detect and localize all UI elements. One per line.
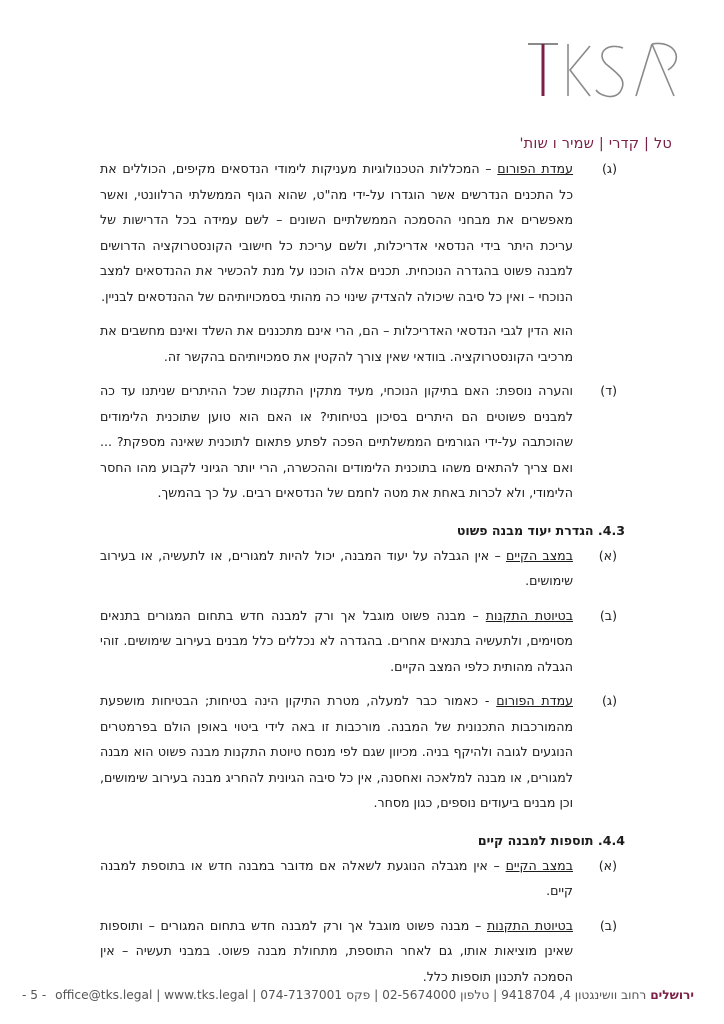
firm-name: טל | קדרי | שמיר ו שות' [519,136,672,152]
item-text: – אין הגבלה על יעוד המבנה, יכול להיות למגורים, או לתעשיה, או בעירוב שימושים. [100,547,573,588]
item-text: - כאמור כבר למעלה, מטרת התיקון הינה בטיחות; הבטיחות מושפעת מהמורכבות התכנונית של המבנה. מורכבות זו באה לידי ביטוי באופן הולם בפרמטרים הנוגעים לגובה ולהיקף בניה. מכיוון שגם לפי מנסח טיוטת התקנות מבנה פשוט הוא מבנה למגורים, או מבנה למלאכה ואחסנה, אין כל סיבה הגיונית להחריג מבנה בעירוב שימושים, וכן מבנים ביעודים נוספים, כגון מסחר. [100,693,573,810]
item-label: (ב) [599,607,617,623]
item-term: במצב הקיים [506,547,573,563]
contact-info [55,988,694,1002]
item-label: (ב) [599,917,617,933]
page-number: - 5 - [22,988,47,1002]
list-item [100,688,625,816]
paragraph: הוא הדין לגבי הנדסאי האדריכלות – הם, הרי אינם מתכננים את השלד ואינם מחשבים את מרכיבי הקונסטרוקציה. בוודאי שאין צורך להקטין את סמכויותיהם בהקשר זה. [100,323,573,364]
item-text: – מבנה פשוט מוגבל אך ורק למבנה חדש בתחום המגורים בתנאים מסוימים, ולתעשיה בתנאים אחרים. בהגדרה לא נכללים כלל מבנים בעירוב שימושים. זוהי הגבלה מהותית כלפי המצב הקיים. [100,607,573,674]
item-text: – מבנה פשוט מוגבל אך ורק למבנה חדש בתחום המגורים – ותוספות שאינן מוציאות אותו, גם לאחר התוספת, מתחולת מבנה פשוט. במבני תעשיה – אין הסמכה לתכנון תוספות כלל. [100,917,573,984]
item-text: והערה נוספת: האם בתיקון הנוכחי, מעיד מתקין התקנות שכל ההיתרים שניתנו עד כה למבנים פשוטים הם היתרים בסיכון בטיחותי? או האם הוא טוען שתוכנית הלימודים שהוכתבה על-ידי הגורמים הממשלתיים הפכה לפתע פתאום לתוכנית שאינה מספקת? ... ואם צריך להתאים משהו בתוכנית הלימודים וההכשרה, הרי יותר הגיוני לקבוע מהו החסר הלימודי, ולא לכרות באחת את מטה לחמם של הנדסאים רבים. על כך בהמשך. [100,383,573,500]
item-term: עמדת הפורום [496,693,574,708]
list-item [100,853,625,904]
firm-logo [519,40,698,152]
item-text: – אין מגבלה הנוגעת לשאלה אם מדובר במבנה חדש או בתוספת למבנה קיים. [100,857,573,898]
item-term: במצב הקיים [505,857,574,873]
list-item [100,603,625,680]
item-label: (א) [598,547,617,563]
document-body [100,156,625,998]
footer-address: רחוב וושינגטון 4, 9418704 | טלפון 02-5674000 | פקס 074-7137001 | office@tks.legal | www.tks.legal [55,988,651,1002]
item-term: עמדת הפורום [497,161,573,176]
list-item [100,913,625,990]
item-label: (א) [598,857,617,873]
item-term: בטיוטת התקנות [486,917,573,933]
list-item [100,378,625,506]
list-item [100,156,625,309]
footer-city: ירושלים [650,988,694,1002]
item-term: בטיוטת התקנות [485,607,573,623]
item-label: (ד) [600,383,617,398]
tksa-logo-mark-icon [528,40,698,100]
item-text: – המכללות הטכנולוגיות מעניקות לימודי הנדסאים מקיפים, הכוללים את כל התכנים הנדרשים אשר הוגדרו על-ידי מה"ט, שהוא הגוף הממשלתי הרלוונטי, ואשר מאפשרים את מבחני ההסמכה הממשלתיים השונים – לשם עמידה בכל הדרישות של עריכת היתר בידי הנדסאי אדריכלות, ולשם עריכת כל חישובי הקונסטרוקציה הדרושים למבנה פשוט בהגדרה הנוכחית. תכנים אלה הוכנו על מנת להכשיר את ההנדסאים למצב הנוכחי – ואין כל סיבה שיכולה להצדיק שינוי כה מהותי בסמכויותיהם של ההנדסאים לבניין. [100,161,573,304]
section-heading-4-4: 4.4. תוספות למבנה קיים [477,832,625,848]
section-heading-4-3: 4.3. הגדרת יעוד מבנה פשוט [456,522,625,538]
list-item [100,543,625,594]
item-label: (ג) [601,693,617,708]
item-label: (ג) [601,161,617,176]
